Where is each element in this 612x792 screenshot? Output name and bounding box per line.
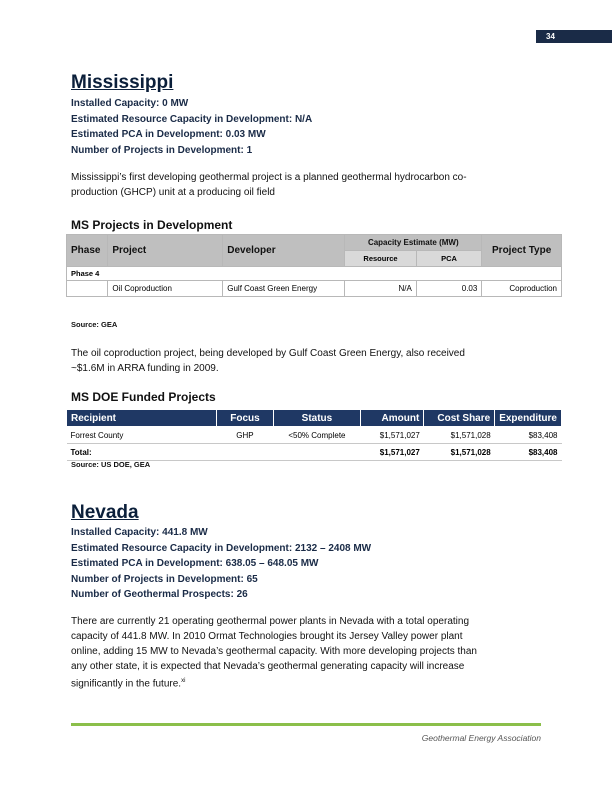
col-recipient: Recipient: [67, 410, 217, 427]
paragraph-line: There are currently 21 operating geothermal power plants in Nevada with a total operating: [71, 616, 470, 627]
table-row: [67, 427, 562, 444]
phase-row: Phase 4: [67, 267, 562, 281]
col-status: Status: [274, 410, 361, 427]
fact-projects-count: Number of Projects in Development: 65: [71, 573, 258, 585]
col-pca: PCA: [416, 251, 482, 267]
col-capacity: Capacity Estimate (MW): [345, 235, 482, 251]
footer-organization: Geothermal Energy Association: [421, 733, 541, 743]
page-number: 34: [536, 30, 612, 43]
doe-source: Source: US DOE, GEA: [71, 460, 151, 469]
total-expenditure: $83,408: [495, 444, 562, 461]
doe-table: [66, 409, 562, 461]
col-amount: Amount: [360, 410, 424, 427]
projects-table: [66, 234, 562, 297]
paragraph-line: [71, 674, 531, 691]
section-title-mississippi: Mississippi: [71, 72, 174, 93]
col-cost-share: Cost Share: [424, 410, 495, 427]
fact-prospects-count: Number of Geothermal Prospects: 26: [71, 589, 248, 600]
paragraph-line: online, adding 15 MW to Nevada’s geothermal capacity. With more developing projects than: [71, 646, 477, 657]
project-resource: N/A: [345, 281, 417, 297]
mississippi-facts: [71, 96, 312, 158]
footnote-ref[interactable]: xi: [181, 678, 186, 684]
table-cell: [274, 444, 361, 461]
col-type: Project Type: [482, 235, 562, 267]
fact-projects-count: Number of Projects in Development: 1: [71, 144, 253, 156]
paragraph-line: capacity of 441.8 MW. In 2010 Ormat Technologies brought its Jersey Valley power plant: [71, 631, 463, 642]
fact-resource-capacity: Estimated Resource Capacity in Development: 2132 – 2408 MW: [71, 542, 372, 554]
project-name: Oil Coproduction: [108, 281, 223, 297]
coproduction-paragraph: [71, 346, 531, 376]
fact-installed-capacity: Installed Capacity: 441.8 MW: [71, 527, 208, 538]
project-pca: 0.03: [416, 281, 482, 297]
col-developer: Developer: [223, 235, 345, 267]
focus: GHP: [216, 427, 273, 444]
table-cell: [216, 444, 273, 461]
paragraph-text: significantly in the future.: [71, 678, 182, 690]
status: <50% Complete: [274, 427, 361, 444]
table-cell: [67, 281, 108, 297]
section-title-nevada: Nevada: [71, 502, 139, 523]
fact-installed-capacity: Installed Capacity: 0 MW: [71, 98, 189, 109]
recipient: Forrest County: [67, 427, 217, 444]
amount: $1,571,027: [360, 427, 424, 444]
paragraph-line: ~$1.6M in ARRA funding in 2009.: [71, 363, 219, 374]
nevada-paragraph: [71, 614, 531, 691]
total-row: [67, 444, 562, 461]
projects-heading: MS Projects in Development: [71, 218, 233, 232]
nevada-facts: [71, 525, 371, 603]
col-focus: Focus: [216, 410, 273, 427]
cost-share: $1,571,028: [424, 427, 495, 444]
fact-pca: Estimated PCA in Development: 638.05 – 648.05 MW: [71, 558, 319, 569]
intro-line: Mississippi’s first developing geothermal project is a planned geothermal hydrocarbon co-: [71, 172, 467, 183]
fact-pca: Estimated PCA in Development: 0.03 MW: [71, 129, 266, 140]
paragraph-line: The oil coproduction project, being developed by Gulf Coast Green Energy, also received: [71, 348, 465, 359]
col-project: Project: [108, 235, 223, 267]
paragraph-line: any other state, it is expected that Nevada’s geothermal generating capacity will increase: [71, 661, 465, 672]
col-phase: Phase: [67, 235, 108, 267]
fact-resource-capacity: Estimated Resource Capacity in Development: N/A: [71, 113, 313, 125]
footer-divider: [71, 723, 541, 726]
projects-source: Source: GEA: [71, 320, 118, 329]
col-expenditure: Expenditure: [495, 410, 562, 427]
doe-heading: MS DOE Funded Projects: [71, 390, 216, 404]
col-resource: Resource: [345, 251, 417, 267]
total-label: Total:: [67, 444, 217, 461]
total-amount: $1,571,027: [360, 444, 424, 461]
expenditure: $83,408: [495, 427, 562, 444]
total-cost-share: $1,571,028: [424, 444, 495, 461]
project-type: Coproduction: [482, 281, 562, 297]
project-developer: Gulf Coast Green Energy: [223, 281, 345, 297]
mississippi-intro: [71, 170, 531, 200]
intro-line: production (GHCP) unit at a producing oil field: [71, 187, 275, 198]
